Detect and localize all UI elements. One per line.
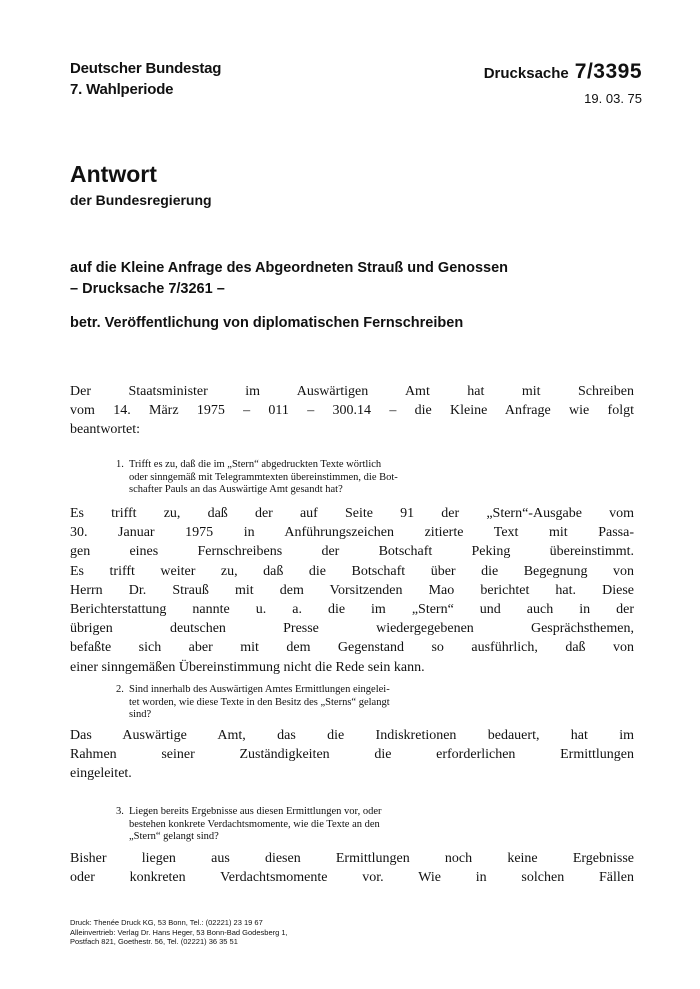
text-line: Der Staatsminister im Auswärtigen Amt hat mit Schreiben — [70, 384, 634, 399]
text-line: befaßte sich aber mit dem Gegenstand so ausführlich, daß von — [70, 640, 634, 656]
document-subtitle: der Bundesregierung — [70, 192, 212, 208]
intro-paragraph — [70, 382, 634, 440]
inquiry-reference — [70, 258, 508, 300]
text-line: Das Auswärtige Amt, das die Indiskretionen bedauert, hat im — [70, 728, 634, 743]
print-footer — [70, 918, 288, 947]
question-2 — [116, 684, 634, 722]
text-line: vom 14. März 1975 – 011 – 300.14 – die Kleine Anfrage wie folgt — [70, 403, 634, 419]
document-number-line — [484, 60, 642, 84]
text-line: Es trifft weiter zu, daß die Botschaft über die Begegnung von — [70, 563, 634, 579]
document-title: Antwort — [70, 161, 157, 187]
subject-line: betr. Veröffentlichung von diplomatischen Fernschreiben — [70, 315, 464, 331]
header-right — [484, 60, 642, 106]
question-3 — [116, 806, 634, 844]
footer-line: Alleinvertrieb: Verlag Dr. Hans Heger, 53 Bonn-Bad Godesberg 1, — [70, 927, 288, 937]
footer-line: Druck: Thenée Druck KG, 53 Bonn, Tel.: (02221) 23 19 67 — [70, 918, 263, 927]
question-line: tet worden, wie diese Texte in den Besitz des „Sterns“ gelangt — [129, 696, 390, 708]
answer-1 — [70, 504, 634, 677]
inquiry-drucksache: – Drucksache 7/3261 – — [70, 281, 225, 297]
text-line: Rahmen seiner Zuständigkeiten die erforderlichen Ermittlungen — [70, 747, 634, 763]
question-line: „Stern“ gelangt sind? — [129, 831, 219, 842]
question-line: schafter Pauls an das Auswärtige Amt gesandt hat? — [129, 484, 343, 495]
answer-2 — [70, 726, 634, 784]
text-line: eingeleitet. — [70, 766, 132, 782]
header-left — [70, 58, 221, 100]
question-number: 2. — [116, 684, 124, 695]
question-line: oder sinngemäß mit Telegrammtexten übereinstimmen, die Bot- — [129, 471, 398, 483]
answer-3 — [70, 849, 634, 887]
document-number: 7/3395 — [574, 60, 642, 83]
question-line: Sind innerhalb des Auswärtigen Amtes Ermittlungen eingelei- — [129, 684, 390, 695]
question-line: Trifft es zu, daß die im „Stern“ abgedruckten Texte wörtlich — [129, 459, 382, 470]
institution-name: Deutscher Bundestag — [70, 60, 222, 77]
text-line: übrigen deutschen Presse wiedergegebenen Gesprächsthemen, — [70, 621, 634, 637]
text-line: beantwortet: — [70, 422, 140, 438]
question-line: sind? — [129, 709, 152, 720]
footer-line: Postfach 821, Goethestr. 56, Tel. (02221) 36 35 51 — [70, 937, 238, 946]
text-line: Es trifft zu, daß der auf Seite 91 der „Stern“-Ausgabe vom — [70, 506, 634, 521]
legislative-period: 7. Wahlperiode — [70, 81, 174, 98]
question-number: 1. — [116, 459, 124, 470]
text-line: oder konkreten Verdachtsmomente vor. Wie in solchen Fällen — [70, 870, 634, 886]
question-line: Liegen bereits Ergebnisse aus diesen Ermittlungen vor, oder — [129, 806, 382, 817]
text-line: 30. Januar 1975 in Anführungszeichen zitierte Text mit Passa- — [70, 525, 634, 541]
question-number: 3. — [116, 806, 124, 817]
question-1 — [116, 459, 634, 497]
text-line: Herrn Dr. Strauß mit dem Vorsitzenden Mao berichtet hat. Diese — [70, 582, 634, 598]
document-label: Drucksache — [483, 65, 569, 82]
document-date: 19. 03. 75 — [584, 91, 642, 106]
text-line: Berichterstattung nannte u. a. die im „Stern“ und auch in der — [70, 602, 634, 618]
text-line: Bisher liegen aus diesen Ermittlungen noch keine Ergebnisse — [70, 851, 634, 866]
text-line: einer sinngemäßen Übereinstimmung nicht die Rede sein kann. — [70, 659, 425, 675]
question-line: bestehen konkrete Verdachtsmomente, wie die Texte an den — [129, 818, 380, 830]
text-line: gen eines Fernschreibens der Botschaft Peking übereinstimmt. — [70, 544, 634, 560]
inquiry-line: auf die Kleine Anfrage des Abgeordneten Strauß und Genossen — [70, 260, 509, 276]
